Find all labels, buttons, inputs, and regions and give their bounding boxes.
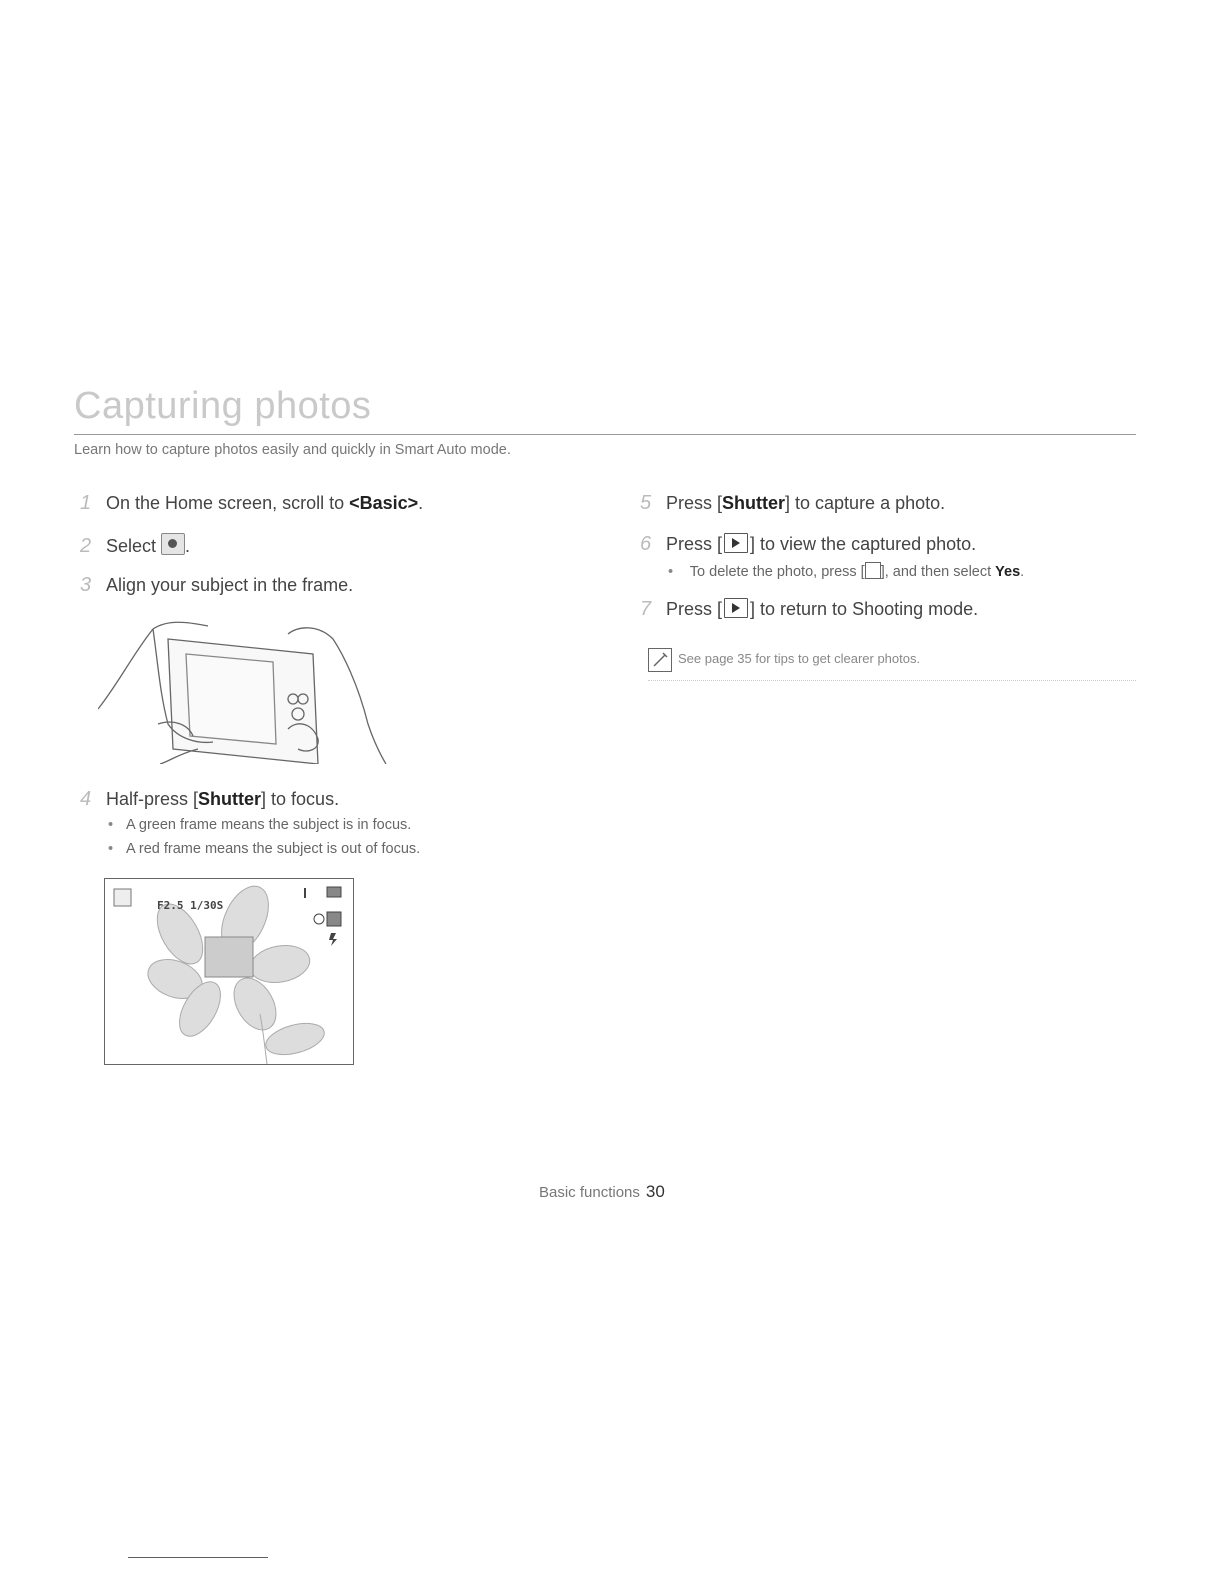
step-7: 7 Press [ ] to return to Shooting mode. [640, 598, 979, 620]
step-number: 1 [80, 492, 92, 514]
step-number: 2 [80, 535, 92, 557]
step-4: 4 Half-press [Shutter] to focus. [80, 788, 340, 810]
page-title: Capturing photos [74, 385, 372, 427]
page-number: 30 [645, 1182, 665, 1201]
scene-mode-icon [114, 889, 131, 906]
delete-icon [865, 562, 881, 579]
exposure-readout: F2.5 1/30S [157, 899, 224, 912]
step-2: 2 Select . [80, 535, 191, 557]
tip-text: See page 35 for tips to get clearer photos. [678, 651, 921, 666]
page-footer [539, 1182, 665, 1202]
step-3: 3 Align your subject in the frame. [80, 574, 354, 596]
step-4-bullet-red: • A red frame means the subject is out of focus. [108, 841, 420, 857]
tip-note [648, 632, 1136, 681]
step-6-bullet: • To delete the photo, press [ ], and then select Yes. [668, 562, 1024, 580]
flower-illustration [105, 879, 353, 1064]
step-number: 3 [80, 574, 92, 596]
playback-icon [724, 533, 748, 553]
step-1: 1 On the Home screen, scroll to <Basic>. [80, 492, 424, 514]
title-rule [74, 434, 1136, 435]
page-subtitle: Learn how to capture photos easily and quickly in Smart Auto mode. [74, 442, 511, 458]
smart-auto-camera-icon [161, 533, 185, 555]
step-4-bullet-green: • A green frame means the subject is in focus. [108, 817, 411, 833]
bottom-link-rule [128, 1557, 268, 1558]
hands-holding-camera-illustration [98, 614, 388, 764]
viewfinder-screen [104, 878, 354, 1065]
step-number: 4 [80, 788, 92, 810]
playback-icon [724, 598, 748, 618]
section-name: Basic functions [539, 1184, 640, 1201]
step-number: 6 [640, 533, 652, 555]
note-pencil-icon [648, 648, 672, 672]
step-number: 7 [640, 598, 652, 620]
step-number: 5 [640, 492, 652, 514]
step-5: 5 Press [Shutter] to capture a photo. [640, 492, 946, 514]
step-6: 6 Press [ ] to view the captured photo. [640, 533, 977, 555]
